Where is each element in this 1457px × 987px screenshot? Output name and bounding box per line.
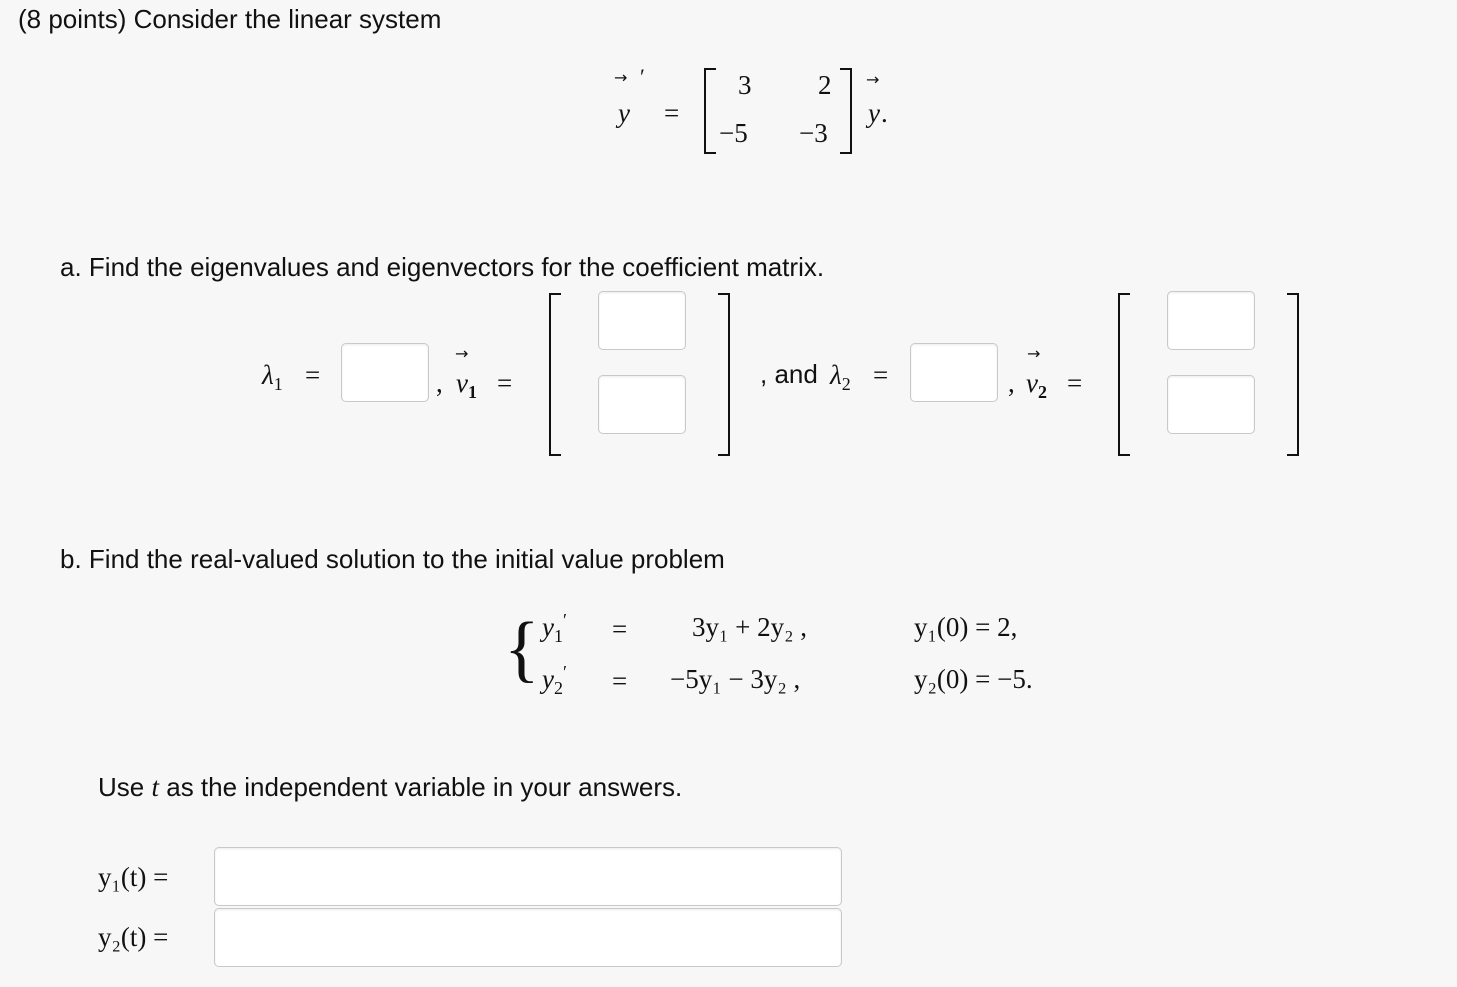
lambda2-input[interactable] — [910, 343, 998, 402]
y1-answer-input[interactable] — [214, 847, 842, 906]
equals-sign: = — [305, 360, 321, 390]
ivp-eq2-initial-condition: y₂(0) = −5. — [914, 664, 1033, 694]
ivp-eq2-rhs: −5y₁ − 3y₂ , — [670, 664, 801, 694]
comma: , — [436, 368, 443, 398]
vector-right-bracket — [1287, 293, 1299, 456]
equals-sign: = — [664, 98, 680, 128]
matrix-cell: −5 — [719, 118, 748, 148]
ivp-eq1-lhs: $y_1'$ — [542, 610, 567, 646]
vector-arrow-icon: → — [455, 344, 469, 363]
vector-left-bracket — [1118, 293, 1130, 456]
matrix-left-bracket — [704, 68, 716, 154]
vector-arrow-icon: → — [1027, 344, 1041, 363]
independent-variable-note: Use t as the independent variable in your answers. — [98, 772, 683, 802]
vector-arrow-icon: → — [614, 68, 628, 87]
part-a-prompt: a. Find the eigenvalues and eigenvectors for the coefficient matrix. — [60, 252, 825, 282]
y2-answer-input[interactable] — [214, 908, 842, 967]
equals-sign: = — [612, 666, 628, 696]
comma: , — [1008, 368, 1015, 398]
y1-answer-label: y₁(t) = — [98, 862, 169, 892]
v1-component-1-input[interactable] — [598, 291, 686, 350]
lhs-variable: y — [618, 98, 630, 128]
part-b-prompt: b. Find the real-valued solution to the initial value problem — [60, 544, 725, 574]
ivp-eq2-lhs: $y_2'$ — [542, 662, 567, 698]
period: . — [881, 98, 888, 128]
v2-label: $v_2$ — [1026, 368, 1047, 402]
and-text: , and — [760, 359, 818, 389]
matrix-cell: 2 — [818, 70, 832, 100]
matrix-cell: −3 — [799, 118, 828, 148]
ivp-eq1-rhs: 3y₁ + 2y₂ , — [692, 612, 808, 642]
ivp-eq1-initial-condition: y₁(0) = 2, — [914, 612, 1018, 642]
equals-sign: = — [612, 614, 628, 644]
equals-sign: = — [1067, 368, 1083, 398]
lambda2-label: $\lambda_2$ — [830, 360, 851, 394]
system-brace: { — [504, 608, 540, 690]
v1-component-2-input[interactable] — [598, 375, 686, 434]
v1-label: $v_1$ — [456, 368, 477, 402]
lambda1-input[interactable] — [341, 343, 429, 402]
matrix-cell: 3 — [738, 70, 752, 100]
vector-left-bracket — [549, 293, 561, 456]
v2-component-2-input[interactable] — [1167, 375, 1255, 434]
vector-right-bracket — [718, 293, 730, 456]
matrix-right-bracket — [840, 68, 852, 154]
equals-sign: = — [873, 360, 889, 390]
y2-answer-label: y₂(t) = — [98, 922, 169, 952]
prime-mark: ′ — [640, 64, 645, 89]
vector-arrow-icon: → — [866, 70, 880, 89]
rhs-variable: y — [868, 98, 880, 128]
v2-component-1-input[interactable] — [1167, 291, 1255, 350]
equals-sign: = — [497, 368, 513, 398]
lambda1-label: $\lambda_1$ — [262, 360, 283, 394]
problem-title: (8 points) Consider the linear system — [18, 4, 442, 34]
